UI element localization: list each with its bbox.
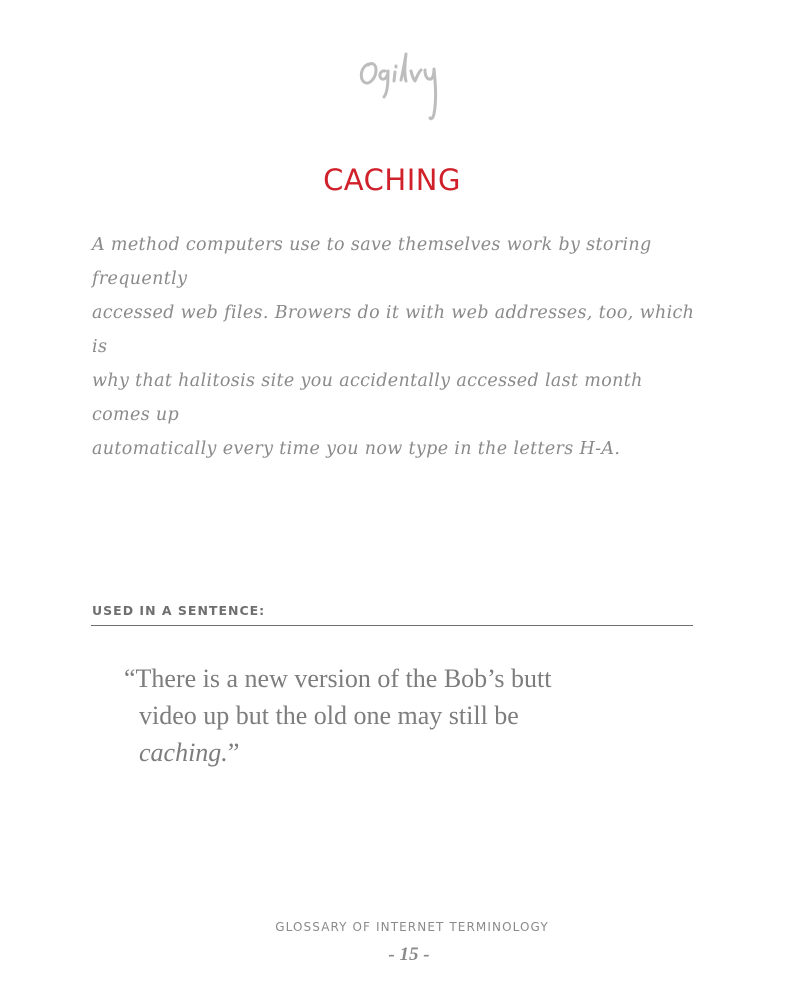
quote-line — [124, 734, 684, 771]
ogilvy-signature-logo — [355, 42, 460, 124]
used-in-sentence-label: USED IN A SENTENCE: — [92, 603, 266, 618]
term-title: CACHING — [323, 163, 461, 197]
definition-line: automatically every time you now type in the letters H-A. — [92, 439, 621, 459]
definition-line: accessed web files. Browers do it with web addresses, too, which is — [92, 303, 695, 357]
quote-line: video up but the old one may still be — [139, 701, 519, 730]
page-number: - 15 - — [388, 944, 430, 965]
definition-line: why that halitosis site you accidentally accessed last month comes up — [92, 371, 643, 425]
definition-line: A method computers use to save themselves work by storing frequently — [92, 235, 652, 289]
example-quote — [124, 660, 684, 771]
quote-line: “There is a new version of the Bob’s butt — [124, 664, 552, 693]
quote-emphasis: caching. — [139, 738, 228, 767]
section-divider — [91, 625, 693, 626]
term-definition — [92, 228, 702, 466]
ogilvy-logo-graphic — [355, 42, 460, 124]
quote-close-mark: ” — [227, 738, 240, 767]
footer-title: GLOSSARY OF INTERNET TERMINOLOGY — [275, 920, 549, 934]
